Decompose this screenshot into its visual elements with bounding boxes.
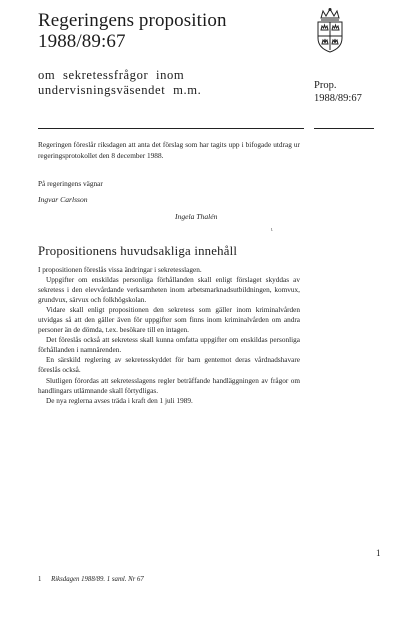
body-paragraph: I propositionen föreslås vissa ändringar i sekretesslagen. bbox=[38, 266, 202, 274]
header-divider-right bbox=[314, 128, 374, 129]
footer-source: Riksdagen 1988/89. 1 saml. Nr 67 bbox=[51, 576, 144, 583]
title-line-2: 1988/89:67 bbox=[38, 31, 126, 52]
body-paragraph: Slutligen förordas att sekretesslagens regler beträffande handläggningen av frågor om handlingars utlämnande skall förtydligas. bbox=[38, 376, 300, 395]
section-heading: Propositionens huvudsakliga innehåll bbox=[38, 244, 238, 258]
footer-page-number: 1 bbox=[38, 576, 42, 583]
body-paragraph: Uppgifter om enskildas personliga förhållanden skall enligt förslaget skyddas av sekretess i den elevvårdande verksamheten inom arbetsmarknadsutbildningen, komvux, grundvux, särvux och folkhögskolan. bbox=[38, 276, 300, 305]
signature-prime-minister: Ingvar Carlsson bbox=[38, 195, 88, 204]
section-body bbox=[38, 265, 300, 406]
body-paragraph: Det föreslås också att sekretess skall kunna omfatta uppgifter om enskildas personliga förhållanden i namnärenden. bbox=[38, 336, 300, 355]
body-paragraph: En särskild reglering av sekretesskyddet för barn gentemot deras vårdnadshavare föreslås också. bbox=[38, 356, 300, 375]
page-number: 1 bbox=[376, 548, 381, 558]
stray-mark: ι bbox=[271, 227, 273, 233]
body-paragraph: De nya reglerna avses träda i kraft den 1 juli 1989. bbox=[46, 396, 193, 405]
prop-label: Prop. bbox=[314, 80, 337, 91]
page-footer bbox=[38, 575, 144, 584]
title-line-1: Regeringens proposition bbox=[38, 10, 227, 31]
prop-number: 1988/89:67 bbox=[314, 92, 362, 104]
on-behalf-line: På regeringens vägnar bbox=[38, 179, 103, 188]
document-title bbox=[38, 10, 227, 52]
header-divider bbox=[38, 128, 304, 129]
signature-minister: Ingela Thalén bbox=[175, 212, 218, 221]
swedish-coat-of-arms-icon bbox=[312, 8, 348, 54]
document-subtitle: om sekretessfrågor inom undervisningsväsendet m.m. bbox=[38, 68, 202, 97]
prop-reference bbox=[314, 80, 362, 105]
body-paragraph: Vidare skall enligt propositionen den sekretess som gäller inom kriminalvården utvidgas så att den gäller även för uppgifter som finns inom kriminalvården om andra personer än de dömda, t.ex. besökare till en intagen. bbox=[38, 306, 300, 335]
intro-paragraph: Regeringen föreslår riksdagen att anta det förslag som har tagits upp i bifogade utdrag ur regeringsprotokollet den 8 december 1988. bbox=[38, 140, 300, 160]
